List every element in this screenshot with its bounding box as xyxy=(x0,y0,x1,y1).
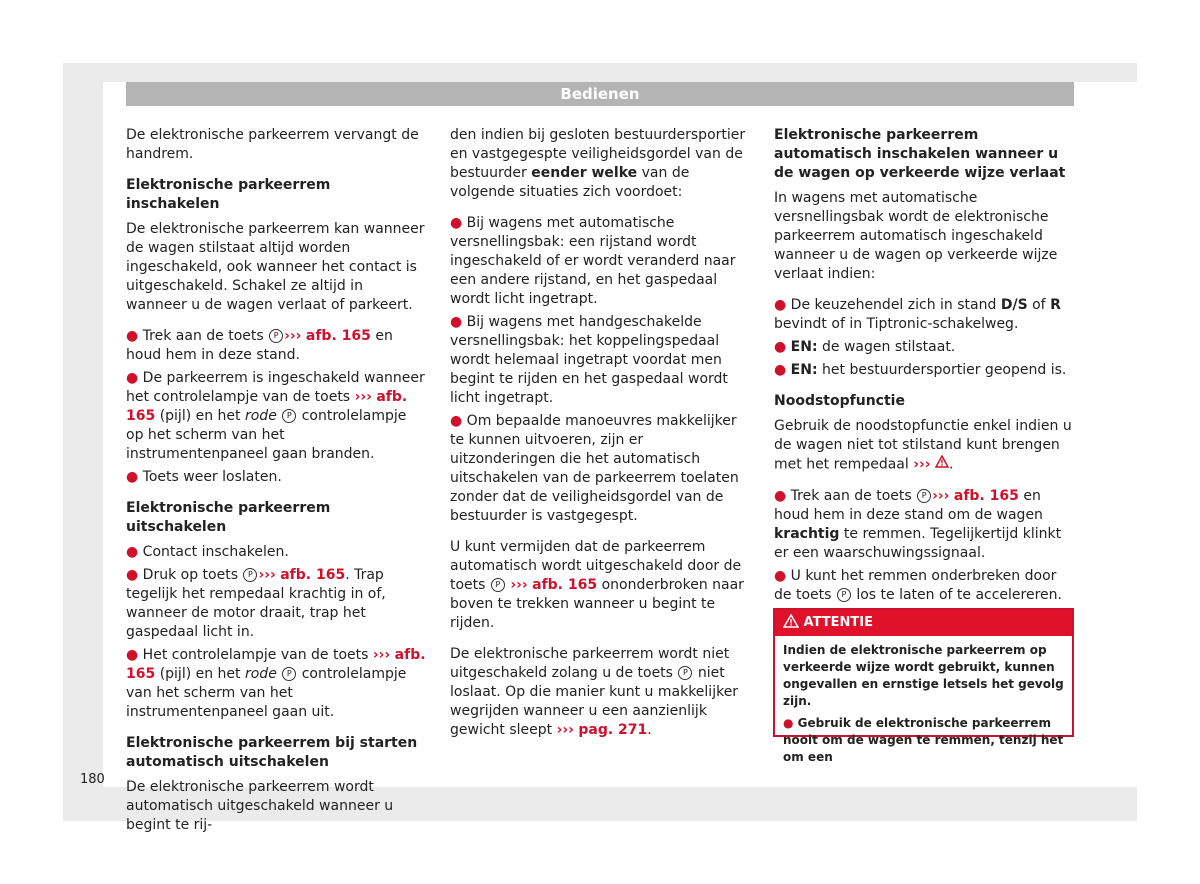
auto-condition-1: ● De keuzehendel zich in stand D/S of R bevindt of in Tiptronic-schakelweg. xyxy=(774,297,1061,332)
figure-reference-link[interactable]: afb. 165 xyxy=(305,328,371,344)
parking-brake-button-icon: P xyxy=(269,329,283,343)
paragraph-inschakelen: De elektronische parkeerrem kan wanneer de wagen stilstaat altijd worden ingeschakeld, ook wanneer het contact is uitgeschakeld. Schakel ze altijd in wanneer u de wagen verlaat of parkeert. xyxy=(126,221,425,313)
bullet-icon: ● xyxy=(783,716,794,730)
warning-triangle-icon[interactable] xyxy=(935,455,949,474)
bullet-icon: ● xyxy=(450,215,463,231)
off-step-2: ● Druk op toets P ››› afb. 165. Trap tegelijk het rempedaal krachtig in of, wanneer de motor draait, trap het gaspedaal licht in. xyxy=(126,567,386,640)
step-2: ● De parkeerrem is ingeschakeld wanneer het controlelampje van de toets ››› afb. 165 (pijl) en het rode P controlelampje op het scherm van het instrumentenpaneel gaan branden. xyxy=(126,370,425,462)
condition-3: ● Om bepaalde manoeuvres makkelijker te kunnen uitvoeren, zijn er uitzonderingen die het automatisch uitschakelen van de parkeerrem toelaten zonder dat de veiligheidsgordel van de bestuurder is vastgegespt. xyxy=(450,413,739,524)
paragraph-auto-on: In wagens met automatische versnellingsbak wordt de elektronische parkeerrem automatisch ingeschakeld wanneer u de wagen op verkeerde wijze verlaat indien: xyxy=(774,190,1058,282)
attention-box xyxy=(773,608,1074,764)
bullet-icon: ● xyxy=(126,544,139,560)
auto-condition-2: ● EN: de wagen stilstaat. xyxy=(774,339,956,355)
bullet-icon: ● xyxy=(774,297,787,313)
parking-brake-button-icon: P xyxy=(678,666,692,680)
heading-inschakelen: Elektronische parkeerrem inschakelen xyxy=(126,177,331,212)
reference-arrow-icon: ››› xyxy=(284,328,302,344)
heading-auto-on: Elektronische parkeerrem automatisch inschakelen wanneer u de wagen op verkeerde wijze verlaat xyxy=(774,127,1066,181)
section-header: Bedienen xyxy=(126,82,1074,106)
paragraph-noodstop: Gebruik de noodstopfunctie enkel indien u de wagen niet tot stilstand kunt brengen met het rempedaal ››› . xyxy=(774,418,1072,473)
parking-brake-lamp-icon: P xyxy=(282,667,296,681)
figure-reference-link[interactable]: afb. 165 xyxy=(126,389,408,424)
intro-paragraph: De elektronische parkeerrem vervangt de handrem. xyxy=(126,127,419,162)
reference-arrow-icon: ››› xyxy=(932,487,950,504)
attention-paragraph: Indien de elektronische parkeerrem op verkeerde wijze wordt gebruikt, kunnen ongevallen en ernstige letsels het gevolg zijn. xyxy=(783,643,1064,708)
parking-brake-button-icon: P xyxy=(491,578,505,592)
off-step-1: ● Contact inschakelen. xyxy=(126,544,289,560)
auto-condition-3: ● EN: het bestuurdersportier geopend is. xyxy=(774,362,1067,378)
paragraph-avoid: U kunt vermijden dat de parkeerrem automatisch wordt uitgeschakeld door de toets P ››› afb. 165 ononderbroken naar boven te trekken wanneer u begint te rijden. xyxy=(450,539,744,631)
bullet-icon: ● xyxy=(774,339,787,355)
heading-noodstop: Noodstopfunctie xyxy=(774,393,905,409)
attention-body xyxy=(775,636,1072,772)
column-2 xyxy=(450,126,750,752)
attention-bullet: ● Gebruik de elektronische parkeerrem nooit om de wagen te remmen, tenzij het om een xyxy=(783,716,1064,764)
bullet-icon: ● xyxy=(126,370,139,386)
figure-reference-link[interactable]: afb. 165 xyxy=(953,487,1019,504)
paragraph-hold: De elektronische parkeerrem wordt niet uitgeschakeld zolang u de toets P niet loslaat. Op die manier kunt u makkelijker wegrijden wanneer u een aanzienlijk gewicht sleept ››› pag. 271. xyxy=(450,646,739,738)
column-3 xyxy=(774,126,1074,617)
bullet-icon: ● xyxy=(774,567,787,584)
reference-arrow-icon: ››› xyxy=(556,722,574,738)
heading-uitschakelen: Elektronische parkeerrem uitschakelen xyxy=(126,500,331,535)
bullet-icon: ● xyxy=(450,413,463,429)
bullet-icon: ● xyxy=(774,362,787,378)
bullet-icon: ● xyxy=(450,314,463,330)
step-3: ● Toets weer loslaten. xyxy=(126,469,282,485)
condition-2: ● Bij wagens met handgeschakelde versnellingsbak: het koppelingspedaal wordt helemaal ingetrapt voordat men begint te rijden en het gaspedaal wordt licht ingetrapt. xyxy=(450,314,728,406)
bullet-icon: ● xyxy=(126,647,139,663)
attention-title: ATTENTIE xyxy=(803,615,873,630)
off-step-3: ● Het controlelampje van de toets ››› afb. 165 (pijl) en het rode P controlelampje van het scherm van het instrumentenpaneel gaan uit. xyxy=(126,647,426,720)
figure-reference-link[interactable]: afb. 165 xyxy=(280,567,346,583)
heading-auto-off: Elektronische parkeerrem bij starten automatisch uitschakelen xyxy=(126,735,418,770)
paragraph-conditions: den indien bij gesloten bestuurdersportier en vastgegespte veiligheidsgordel van de bestuurder eender welke van de volgende situaties zich voordoet: xyxy=(450,127,746,200)
bullet-icon: ● xyxy=(126,567,139,583)
paragraph-auto-off: De elektronische parkeerrem wordt automatisch uitgeschakeld wanneer u begint te rij- xyxy=(126,779,394,833)
parking-brake-button-icon: P xyxy=(917,489,931,503)
condition-1: ● Bij wagens met automatische versnellingsbak: een rijstand wordt ingeschakeld of er wordt veranderd naar een andere rijstand, en het gaspedaal wordt licht ingetrapt. xyxy=(450,215,736,307)
page-number: 180 xyxy=(80,772,105,787)
parking-brake-lamp-icon: P xyxy=(282,409,296,423)
reference-arrow-icon: ››› xyxy=(354,389,372,405)
attention-header xyxy=(775,610,1072,636)
bullet-icon: ● xyxy=(774,487,787,504)
reference-arrow-icon: ››› xyxy=(258,567,276,583)
noodstop-step-2: ● U kunt het remmen onderbreken door de toets P los te laten of te accelereren. xyxy=(774,567,1062,603)
page-reference-link[interactable]: pag. 271 xyxy=(578,722,648,738)
step-1: ● Trek aan de toets P ››› afb. 165 en houd hem in deze stand. xyxy=(126,328,393,363)
parking-brake-button-icon: P xyxy=(837,588,851,602)
reference-arrow-icon: ››› xyxy=(372,647,391,663)
column-1 xyxy=(126,126,426,847)
bullet-icon: ● xyxy=(126,328,139,344)
warning-triangle-icon xyxy=(783,615,799,630)
figure-reference-link[interactable]: afb. 165 xyxy=(126,647,426,682)
noodstop-step-1: ● Trek aan de toets P ››› afb. 165 en houd hem in deze stand om de wagen krachtig te remmen. Tegelijkertijd klinkt er een waarschuwingssignaal. xyxy=(774,487,1062,561)
bullet-icon: ● xyxy=(126,469,139,485)
reference-arrow-icon: ››› xyxy=(510,577,528,593)
parking-brake-button-icon: P xyxy=(243,568,257,582)
figure-reference-link[interactable]: afb. 165 xyxy=(532,577,598,593)
reference-arrow-icon: ››› xyxy=(913,456,931,473)
